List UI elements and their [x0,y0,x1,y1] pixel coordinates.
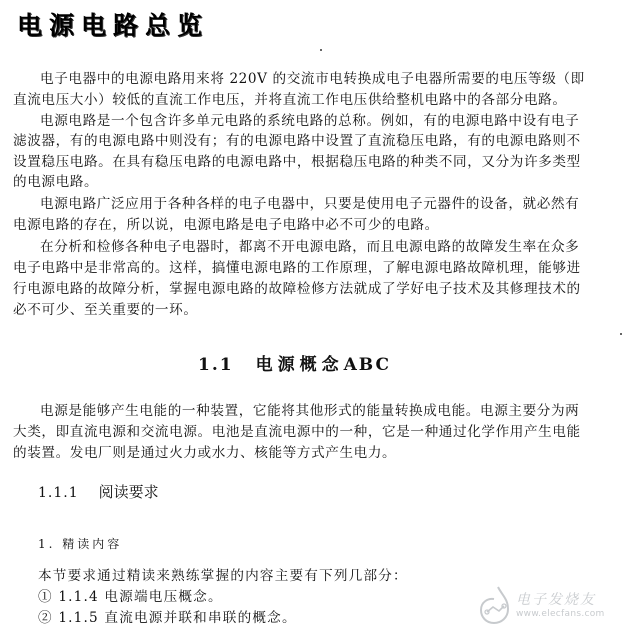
section-title-en: ABC [343,355,391,375]
paragraph-1-line-2: 直流电压大小）较低的直流工作电压，并将直流工作电压供给整机电路中的各部分电路。 [13,92,567,108]
subsection-title: 阅读要求 [98,483,159,501]
list-item: ② 1.1.5 直流电源并联和串联的概念。 [38,610,297,626]
paragraph-2-line-4: 的电源电路。 [13,174,99,190]
paragraph-2-line-1: 电源电路是一个包含许多单元电路的系统电路的总称。例如，有的电源电路中设有电子 [40,113,580,129]
subsection-number: 1.1.1 [38,485,79,501]
section-title-zh: 电源概念 [255,355,344,375]
subsection-intro: 本节要求通过精读来熟练掌握的内容主要有下列几部分： [38,568,408,584]
watermark-brand: 电子发烧友 [516,592,596,608]
scan-speck [620,333,622,335]
section-paragraph-line-1: 电源是能够产生电能的一种装置，它能将其他形式的能量转换成电能。电源主要分为两 [40,403,580,419]
section-paragraph-line-2: 大类，即直流电源和交流电源。电池是直流电源中的一种，它是一种通过化学作用产生电能 [13,424,581,440]
paragraph-1-line-1: 电子电器中的电源电路用来将 220V 的交流市电转换成电子电器所需要的电压等级（即 [40,71,585,87]
list-item: ① 1.1.4 电源端电压概念。 [38,589,223,605]
paragraph-4-line-3: 行电源电路的故障分析，掌握电源电路的故障检修方法就成了学好电子技术及其修理技术的 [13,281,581,297]
paragraph-3-line-2: 电源电路的存在，所以说，电源电路是电子电路中必不可少的电路。 [13,217,439,233]
paragraph-4-line-4: 必不可少、至关重要的一环。 [13,302,198,318]
scan-speck [320,49,322,51]
paragraph-2-line-3: 设置稳压电路。在具有稳压电路的电源电路中，根据稳压电路的种类不同，又分为许多类型 [13,154,581,170]
item-heading: 1. 精读内容 [38,537,123,551]
page-title: 电源电路总览 [17,11,210,40]
section-number: 1.1 [198,355,234,375]
paragraph-2-line-2: 滤波器，有的电源电路中则没有；有的电源电路中设置了直流稳压电路，有的电源电路则不 [13,133,581,149]
subsection-heading [38,481,159,502]
section-paragraph-line-3: 的装置。发电厂则是通过火力或水力、核能等方式产生电力。 [13,445,397,461]
watermark-url: www.elecfans.com [516,609,605,619]
section-heading [198,350,391,375]
elecfans-logo-icon [478,585,514,625]
watermark [478,585,624,629]
paragraph-4-line-2: 电子电路中是非常高的。这样，搞懂电源电路的工作原理，了解电源电路故障机理，能够进 [13,260,581,276]
paragraph-4-line-1: 在分析和检修各种电子电器时，都离不开电源电路，而且电源电路的故障发生率在众多 [40,239,580,255]
paragraph-3-line-1: 电源电路广泛应用于各种各样的电子电器中，只要是使用电子元器件的设备，就必然有 [40,196,580,212]
